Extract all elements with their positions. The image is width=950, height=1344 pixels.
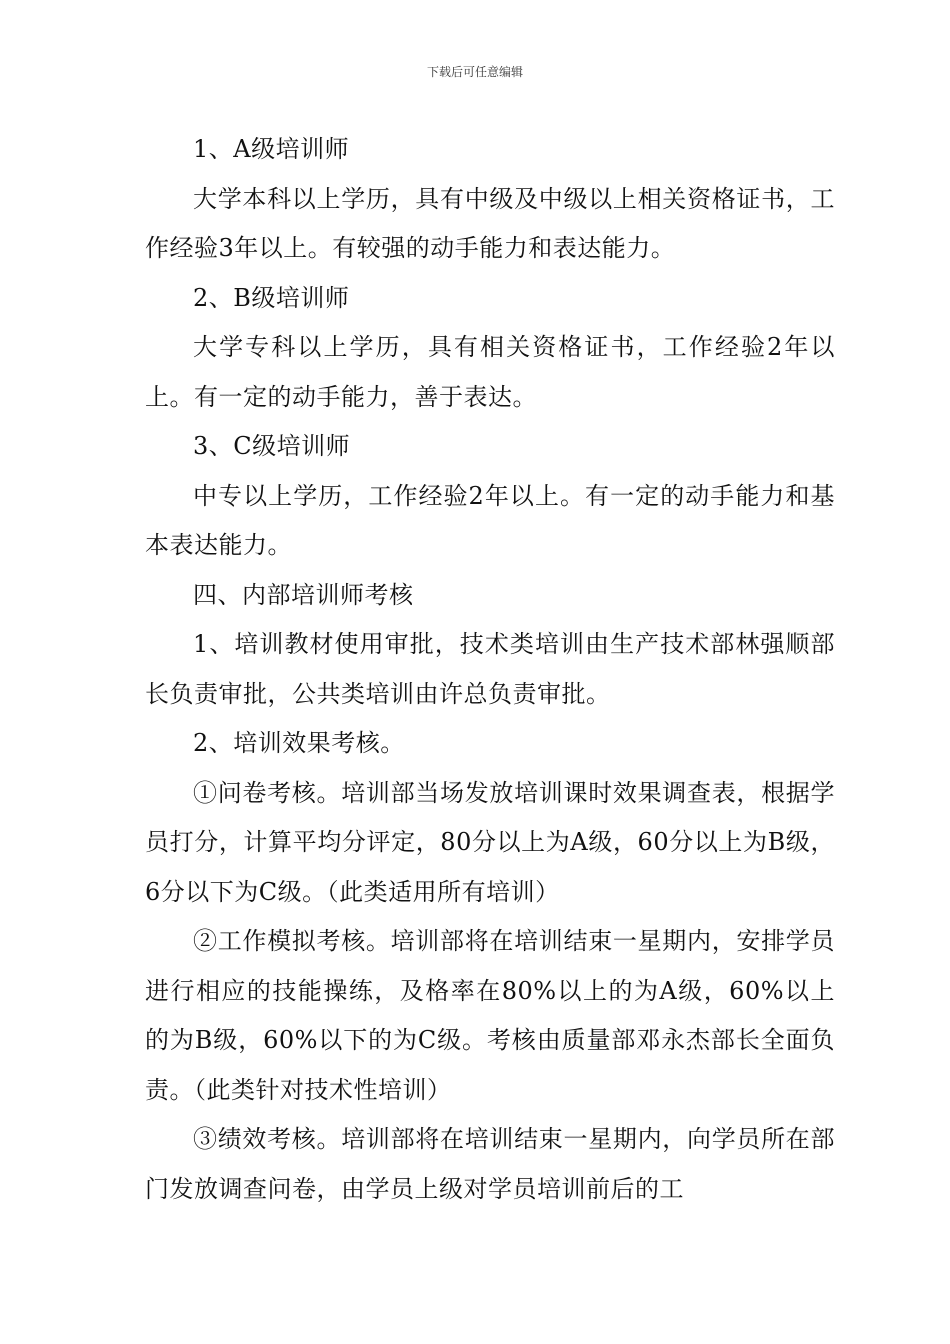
document-body [145,125,835,1214]
paragraph-material-approval: 1、培训教材使用审批，技术类培训由生产技术部林强顺部长负责审批，公共类培训由许总负责审批。 [145,630,835,708]
paragraph-questionnaire-assessment: ①问卷考核。培训部当场发放培训课时效果调查表，根据学员打分，计算平均分评定，80分以上为A级，60分以上为B级，6分以下为C级。（此类适用所有培训） [145,778,835,906]
paragraph-performance-assessment: ③绩效考核。培训部将在培训结束一星期内，向学员所在部门发放调查问卷，由学员上级对学员培训前后的工 [145,1125,835,1203]
page-header [0,64,950,80]
section-heading-b-level: 2、B级培训师 [193,283,350,312]
section-heading-c-level: 3、C级培训师 [193,432,351,460]
paragraph-simulation-assessment: ②工作模拟考核。培训部将在培训结束一星期内，安排学员进行相应的技能操练，及格率在80%以上的为A级，60%以上的为B级，60%以下的为C级。考核由质量部邓永杰部长全面负责。（此类针对技术性培训） [145,927,835,1104]
section-heading-assessment: 四、内部培训师考核 [193,580,414,609]
section-heading-effect-assessment: 2、培训效果考核。 [193,729,405,757]
section-heading-a-level: 1、A级培训师 [193,135,350,163]
header-text: 下载后可任意编辑 [426,65,523,79]
paragraph-b-level-requirements: 大学专科以上学历，具有相关资格证书，工作经验2年以上。有一定的动手能力，善于表达。 [145,333,835,411]
paragraph-a-level-requirements: 大学本科以上学历，具有中级及中级以上相关资格证书，工作经验3年以上。有较强的动手能力和表达能力。 [145,184,835,262]
paragraph-c-level-requirements: 中专以上学历，工作经验2年以上。有一定的动手能力和基本表达能力。 [145,481,835,559]
